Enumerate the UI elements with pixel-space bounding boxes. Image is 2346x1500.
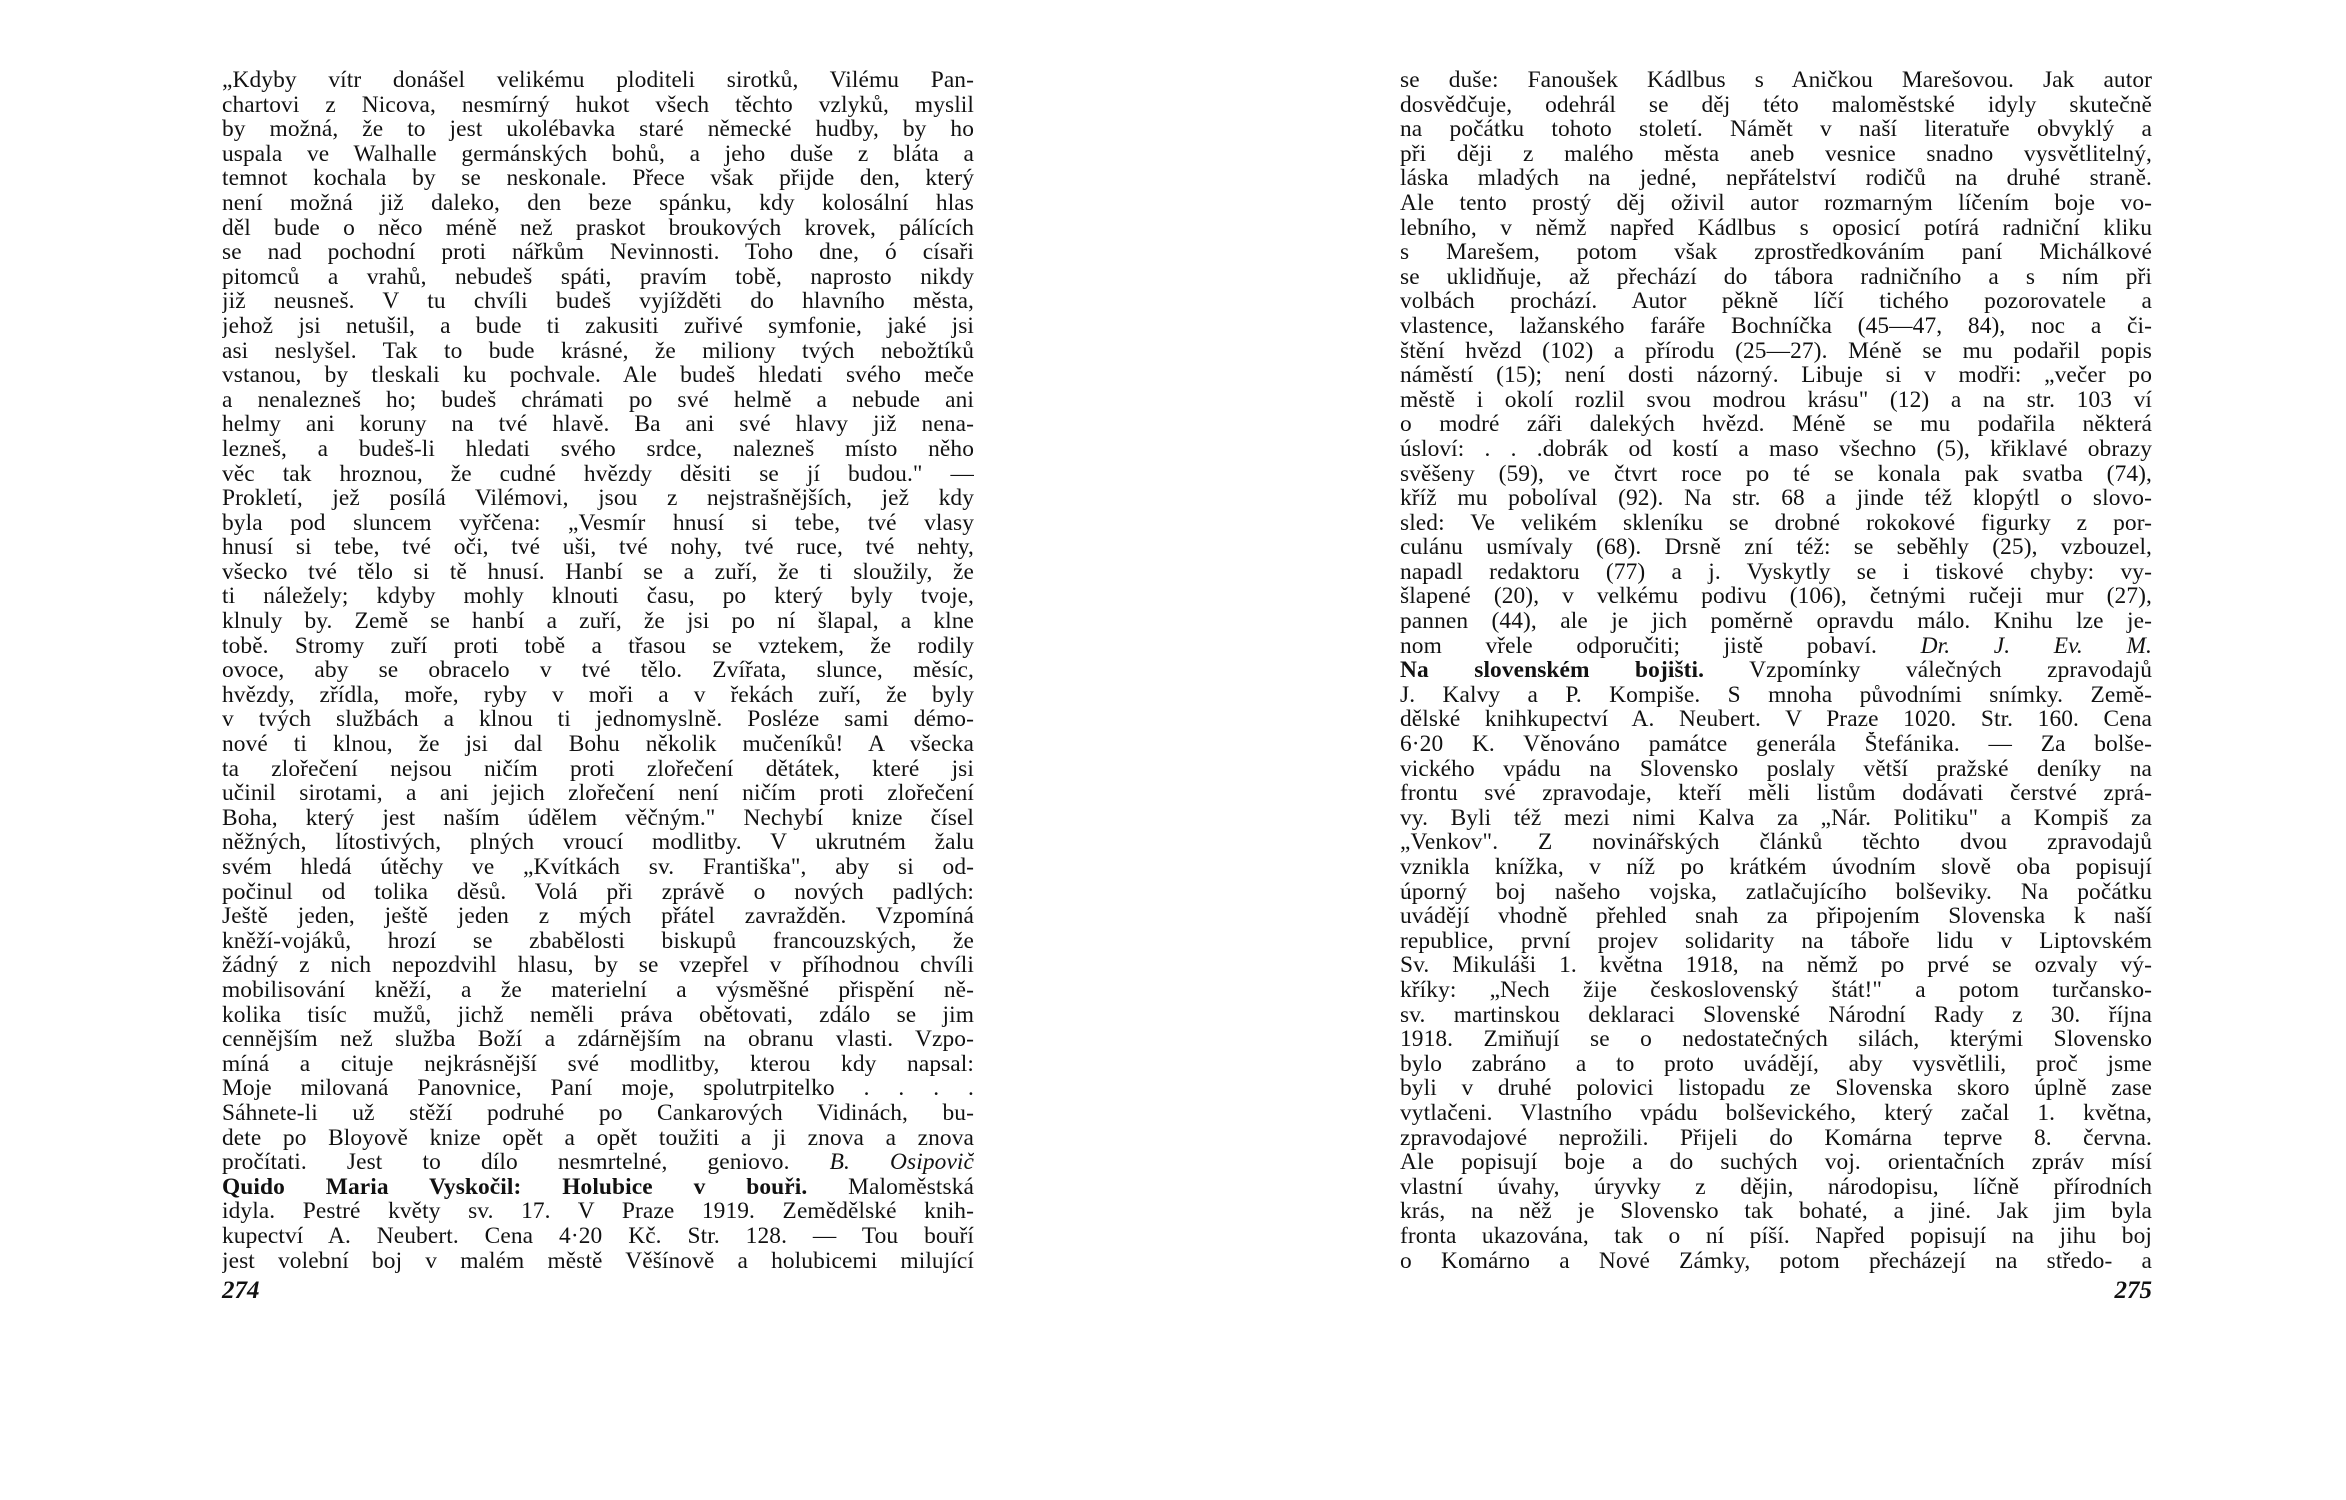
review-heading-line bbox=[1400, 658, 2152, 683]
left-page-number: 274 bbox=[222, 1277, 260, 1305]
text-line: a nenalezneš ho; budeš chrámati po své helmě a nebude ani bbox=[222, 387, 974, 413]
text-line: Sáhnete-li už stěží podruhé po Cankarových Vidinách, bu- bbox=[222, 1100, 974, 1126]
text-line: ti náležely; kdyby mohly klnouti času, po který byly tvoje, bbox=[222, 584, 974, 610]
text-line: helmy ani koruny na tvé hlavě. Ba ani své hlavy již nena- bbox=[222, 412, 974, 437]
text-line: Boha, který jest naším údělem věčným." Nechybí knize čísel bbox=[222, 805, 974, 831]
text-line: 6·20 K. Věnováno památce generála Štefánika. — Za bolše- bbox=[1400, 732, 2152, 757]
text-line: kolika tisíc mužů, jichž neměli práva obětovati, zdálo se jim bbox=[222, 1002, 974, 1028]
text-line: počinul od tolika děsů. Volá při zprávě o nových padlých: bbox=[222, 879, 974, 905]
text-line: není možná již daleko, den beze spánku, kdy kolosální hlas bbox=[222, 190, 974, 216]
review-heading-line-text: Na slovenském bojišti. bbox=[1400, 658, 1705, 683]
text-line: ovoce, aby se obracelo v tvé tělo. Zvířata, slunce, měsíc, bbox=[222, 658, 974, 683]
text-line: vytlačeni. Vlastního vpádu bolševického, který začal 1. května, bbox=[1400, 1100, 2152, 1126]
text-line: lezneš, a budeš-li hledati svého srdce, nalezneš místo něho bbox=[222, 436, 974, 462]
text-line: culánu usmívaly (68). Drsně zní též: se seběhly (25), vzbouzel, bbox=[1400, 535, 2152, 560]
text-line: učinil sirotami, a ani jejich zlořečení není ničím proti zlořečení bbox=[222, 781, 974, 806]
text-line: volbách prochází. Autor pěkně líčí tichého pozorovatele a bbox=[1400, 289, 2152, 314]
signature-line bbox=[1400, 634, 2152, 659]
review-heading-line-text: Quido Maria Vyskočil: Holubice v bouři. bbox=[222, 1174, 808, 1200]
text-line: „Kdyby vítr donášel velikému ploditeli sirotků, Vilému Pan- bbox=[222, 68, 974, 93]
review-heading-line bbox=[222, 1175, 974, 1200]
text-line: kupectví A. Neubert. Cena 4·20 Kč. Str. 128. — Tou bouří bbox=[222, 1223, 974, 1249]
text-line: pannen (44), ale je jich poměrně opravdu málo. Knihu lze je- bbox=[1400, 609, 2152, 634]
text-line: krás, na něž je Slovensko tak bohaté, a jiné. Jak jim byla bbox=[1400, 1199, 2152, 1224]
signature-line-text: pročítati. Jest to dílo nesmrtelné, geniovo. bbox=[222, 1150, 790, 1175]
text-line: vlastní úvahy, úryvky z dějin, národopisu, líčně přírodních bbox=[1400, 1174, 2152, 1200]
text-line: Sv. Mikuláši 1. května 1918, na němž po prvé se ozvaly vý- bbox=[1400, 953, 2152, 978]
text-line: sv. martinskou deklaraci Slovenské Národní Rady z 30. října bbox=[1400, 1002, 2152, 1028]
left-page bbox=[222, 68, 974, 1305]
text-line: cennějším než služba Boží a zdárnějším na obranu vlasti. Vzpo- bbox=[222, 1027, 974, 1052]
text-line: asi neslyšel. Tak to bude krásné, že miliony tvých nebožtíků bbox=[222, 338, 974, 364]
text-line: Moje milovaná Panovnice, Paní moje, spolutrpitelko . . . . bbox=[222, 1076, 974, 1101]
text-line: nové ti klnou, že jsi dal Bohu několik mučeníků! A všecka bbox=[222, 732, 974, 757]
text-line: v tvých službách a klnou ti jednomyslně. Posléze sami démo- bbox=[222, 707, 974, 733]
text-line: vy. Byli též mezi nimi Kalva za „Nár. Politiku" a Kompiš za bbox=[1400, 805, 2152, 831]
text-line: náměstí (15); není dosti názorný. Libuje si v modři: „večer po bbox=[1400, 363, 2152, 388]
text-line: byla pod sluncem vyřčena: „Vesmír hnusí si tebe, tvé vlasy bbox=[222, 510, 974, 536]
text-line: 1918. Zmiňují se o nedostatečných silách, kterými Slovensko bbox=[1400, 1027, 2152, 1052]
text-line: idyla. Pestré květy sv. 17. V Praze 1919. Zemědělské knih- bbox=[222, 1199, 974, 1224]
text-line: napadl redaktoru (77) a j. Vyskytly se i tiskové chyby: vy- bbox=[1400, 559, 2152, 585]
text-line: se uklidňuje, až přechází do tábora radničního a s ním při bbox=[1400, 264, 2152, 290]
text-line: šlapené (20), v velkému podivu (106), četnými ručeji mur (27), bbox=[1400, 584, 2152, 610]
text-line: sled: Ve velikém skleníku se drobné rokokové figurky z por- bbox=[1400, 510, 2152, 536]
text-line: jehož jsi netušil, a bude ti zakusiti zuřivé symfonie, jaké jsi bbox=[222, 313, 974, 339]
text-line: dosvědčuje, odehrál se děj této maloměstské idyly skutečně bbox=[1400, 92, 2152, 118]
text-line: jest volební boj v malém městě Věšínově a holubicemi milující bbox=[222, 1248, 974, 1274]
text-line: žádný z nich nepozdvihl hlasu, by se vzepřel v příhodnou chvíli bbox=[222, 953, 974, 978]
text-line: o Komárno a Nové Zámky, potom přecházejí na středo- a bbox=[1400, 1248, 2152, 1274]
text-line: vického vpádu na Slovensko poslaly větší pražské deníky na bbox=[1400, 756, 2152, 782]
text-line: dete po Bloyově knize opět a opět toužiti a ji znova a znova bbox=[222, 1125, 974, 1151]
text-line: kříky: „Nech žije československý štát!" a potom turčansko- bbox=[1400, 977, 2152, 1003]
text-line: svěšeny (59), ve čtvrt roce po té se konala pak svatba (74), bbox=[1400, 461, 2152, 487]
text-line: již neusneš. V tu chvíli budeš vyjížděti do hlavního města, bbox=[222, 289, 974, 314]
text-line: J. Kalvy a P. Kompiše. S mnoha původními snímky. Země- bbox=[1400, 682, 2152, 708]
signature-line bbox=[222, 1150, 974, 1175]
text-line: při ději z malého města aneb vesnice snadno vysvětlitelný, bbox=[1400, 141, 2152, 167]
text-line: ta zlořečení nejsou ničím proti zlořečení dětátek, které jsi bbox=[222, 756, 974, 782]
text-line: klnuly by. Země se hanbí a zuří, že jsi po ní šlapal, a klne bbox=[222, 609, 974, 634]
text-line: lebního, v němž napřed Kádlbus s oposicí potírá radniční kliku bbox=[1400, 215, 2152, 241]
text-line: uspala ve Walhalle germánských bohů, a jeho duše z bláta a bbox=[222, 141, 974, 167]
text-line: Ale popisují boje a do suchých voj. orientačních zpráv mísí bbox=[1400, 1150, 2152, 1175]
right-page-text bbox=[1400, 68, 2152, 1273]
text-line: věc tak hroznou, že cudné hvězdy děsiti se jí budou." — bbox=[222, 461, 974, 487]
text-line: Ještě jeden, ještě jeden z mých přátel zavražděn. Vzpomíná bbox=[222, 904, 974, 929]
text-line: děl bude o něco méně než praskot broukových krovek, pálících bbox=[222, 215, 974, 241]
text-line: hnusí si tebe, tvé oči, tvé uši, tvé nohy, tvé ruce, tvé nehty, bbox=[222, 535, 974, 560]
text-line: tobě. Stromy zuří proti tobě a třasou se vztekem, že rodily bbox=[222, 633, 974, 659]
text-line: uvádějí vhodně přehled snah za připojením Slovenska k naší bbox=[1400, 904, 2152, 929]
text-line: láska mladých na jedné, nepřátelství rodičů na druhé straně. bbox=[1400, 166, 2152, 191]
text-line: se duše: Fanoušek Kádlbus s Aničkou Marešovou. Jak autor bbox=[1400, 68, 2152, 93]
text-line: zpravodajové neprožili. Přijeli do Komárna teprve 8. června. bbox=[1400, 1125, 2152, 1151]
text-line: dělské knihkupectví A. Neubert. V Praze 1020. Str. 160. Cena bbox=[1400, 707, 2152, 733]
right-page-number: 275 bbox=[2114, 1277, 2152, 1305]
text-line: vlastence, lažanského faráře Bochníčka (45—47, 84), noc a či- bbox=[1400, 313, 2152, 339]
review-heading-tail: Maloměstská bbox=[848, 1174, 974, 1200]
text-line: byli v druhé polovici listopadu ze Slovenska skoro úplně zase bbox=[1400, 1076, 2152, 1101]
text-line: temnot kochala by se neskonale. Přece však přijde den, který bbox=[222, 166, 974, 191]
text-line: „Venkov". Z novinářských článků těchto dvou zpravodajů bbox=[1400, 830, 2152, 855]
text-line: republice, první projev solidarity na táboře lidu v Liptovském bbox=[1400, 928, 2152, 954]
text-line: na počátku tohoto století. Námět v naší literatuře obvyklý a bbox=[1400, 117, 2152, 142]
text-line: se nad pochodní proti nářkům Nevinnosti. Toho dne, ó císaři bbox=[222, 240, 974, 265]
text-line: pitomců a vrahů, nebudeš spáti, pravím tobě, naprosto nikdy bbox=[222, 264, 974, 290]
text-line: úporný boj našeho vojska, zatlačujícího bolševiky. Na počátku bbox=[1400, 879, 2152, 905]
text-line: hvězdy, zřídla, moře, ryby v moři a v řekách zuří, že byly bbox=[222, 682, 974, 708]
text-line: fronta ukazována, tak o ní píší. Napřed popisují na jihu boj bbox=[1400, 1223, 2152, 1249]
text-line: o modré záři dalekých hvězd. Méně se mu podařila některá bbox=[1400, 412, 2152, 437]
text-line: všecko tvé tělo si tě hnusí. Hanbí se a zuří, že ti sloužily, že bbox=[222, 559, 974, 585]
text-line: svém hledá útěchy ve „Kvítkách sv. Františka", aby si od- bbox=[222, 855, 974, 880]
text-line: kněží-vojáků, hrozí se zbabělosti biskupů francouzských, že bbox=[222, 928, 974, 954]
text-line: mobilisování kněží, a že materielní a výsměšné přispění ně- bbox=[222, 977, 974, 1003]
text-line: úsloví: . . .dobrák od kostí a maso všechno (5), křiklavé obrazy bbox=[1400, 436, 2152, 462]
text-line: kříž mu pobolíval (92). Na str. 68 a jinde též klopýtl o slovo- bbox=[1400, 486, 2152, 511]
signature-line-text: nom vřele odporučiti; jistě pobaví. bbox=[1400, 633, 1877, 659]
text-line: Prokletí, jež posílá Vilémovi, jsou z nejstrašnějších, jež kdy bbox=[222, 486, 974, 511]
review-heading-tail: Vzpomínky válečných zpravodajů bbox=[1749, 658, 2152, 683]
text-line: by možná, že to jest ukolébavka staré německé hudby, by ho bbox=[222, 117, 974, 142]
text-line: vznikla knížka, v níž po krátkém úvodním slově oba popisují bbox=[1400, 855, 2152, 880]
text-line: vstanou, by tleskali ku pochvale. Ale budeš hledati svého meče bbox=[222, 363, 974, 388]
text-line: frontu své zpravodaje, kteří měli listům dodávati čerstvé zprá- bbox=[1400, 781, 2152, 806]
right-page bbox=[1400, 68, 2152, 1305]
text-line: s Marešem, potom však zprostředkováním paní Michálkové bbox=[1400, 240, 2152, 265]
review-signature: B. Osipovič bbox=[829, 1150, 974, 1175]
text-line: městě i okolí rozlil svou modrou krásu" (12) a na str. 103 ví bbox=[1400, 387, 2152, 413]
review-signature: Dr. J. Ev. M. bbox=[1920, 633, 2152, 659]
text-line: bylo zabráno a to proto uvádějí, aby vysvětlili, proč jsme bbox=[1400, 1051, 2152, 1077]
text-line: štění hvězd (102) a přírodu (25—27). Méně se mu podařil popis bbox=[1400, 338, 2152, 364]
left-page-text bbox=[222, 68, 974, 1273]
text-line: chartovi z Nicova, nesmírný hukot všech těchto vzlyků, myslil bbox=[222, 92, 974, 118]
text-line: Ale tento prostý děj oživil autor rozmarným líčením boje vo- bbox=[1400, 190, 2152, 216]
text-line: míná a cituje nejkrásnější své modlitby, kterou kdy napsal: bbox=[222, 1051, 974, 1077]
text-line: něžných, lítostivých, plných vroucí modlitby. V ukrutném žalu bbox=[222, 830, 974, 855]
